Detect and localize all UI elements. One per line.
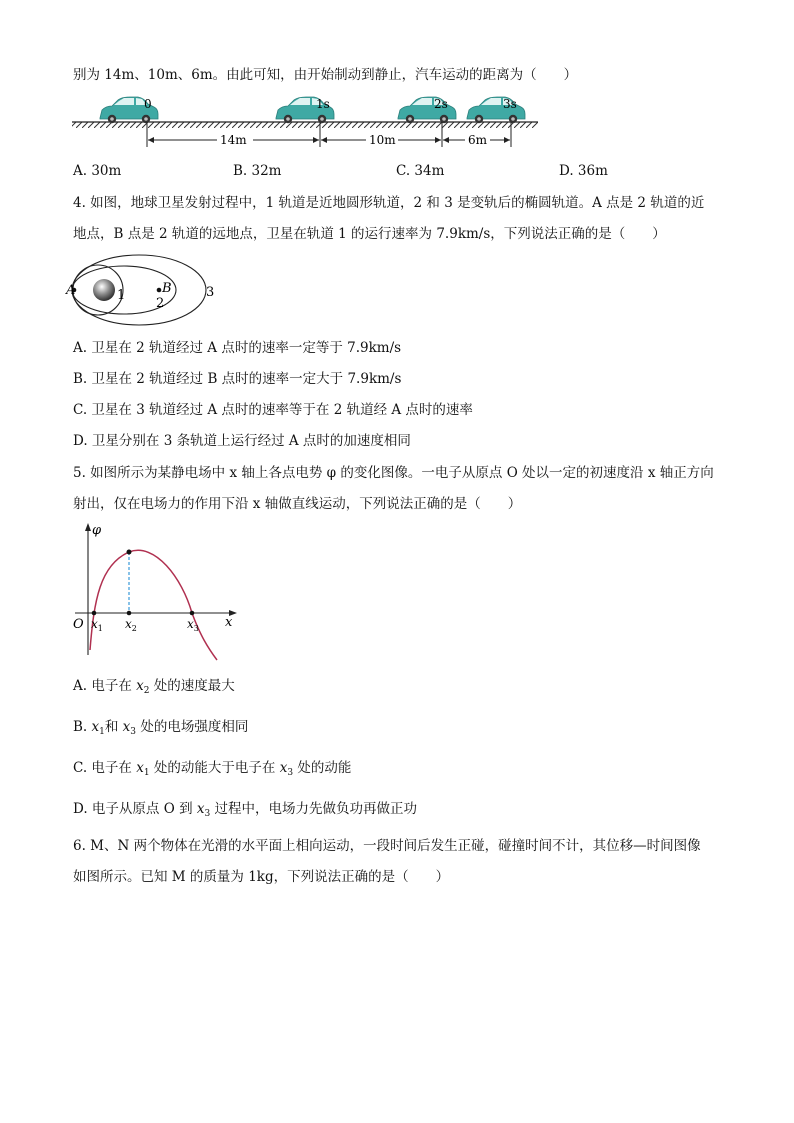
time-label-3s: 3s	[503, 97, 517, 111]
q3-option-a: A. 30m	[73, 163, 122, 179]
q4-stem-line-1: 4. 如图，地球卫星发射过程中，1 轨道是近地圆形轨道，2 和 3 是变轨后的椭圆轨道。A 点是 2 轨道的近	[73, 195, 705, 211]
svg-text:B: B	[162, 281, 172, 296]
q5-option-b: B. $x_1$和 $x_3$ 处的电场强度相同	[73, 719, 249, 737]
q4-option-c: C. 卫星在 3 轨道经过 A 点时的速率等于在 2 轨道经 A 点时的速率	[73, 402, 473, 418]
q5-stem-line-1: 5. 如图所示为某静电场中 x 轴上各点电势 φ 的变化图像。一电子从原点 O 处以一定的初速度沿 x 轴正方向	[73, 465, 714, 481]
svg-text:x3: $x_3$	[187, 617, 199, 633]
time-label-2s: 2s	[434, 97, 448, 111]
q3-car-figure	[70, 92, 545, 152]
q4-option-b: B. 卫星在 2 轨道经过 B 点时的速率一定大于 7.9km/s	[73, 371, 402, 387]
q4-orbit-figure	[66, 253, 230, 328]
q5-potential-graph	[70, 520, 245, 662]
q5-option-a: A. 电子在 $x_2$ 处的速度最大	[73, 678, 235, 696]
q4-stem-line-2: 地点，B 点是 2 轨道的远地点，卫星在轨道 1 的运行速率为 7.9km/s，下列说法正确的是（ ）	[73, 226, 666, 242]
time-label-0: 0	[144, 97, 152, 111]
earth	[93, 279, 115, 301]
q3-option-b: B. 32m	[233, 163, 282, 179]
potential-curve	[90, 550, 217, 660]
svg-text:10m: 10m	[369, 133, 396, 147]
q3-option-c: C. 34m	[396, 163, 445, 179]
dimension-6m	[443, 133, 510, 147]
svg-text:x: x	[225, 615, 233, 630]
q5-option-c: C. 电子在 $x_1$ 处的动能大于电子在 $x_3$ 处的动能	[73, 760, 352, 778]
svg-text:A: A	[66, 283, 76, 298]
q3-option-d: D. 36m	[559, 163, 608, 179]
point-x2	[127, 611, 132, 616]
point-x3	[190, 611, 195, 616]
q6-stem-line-1: 6. M、N 两个物体在光滑的水平面上相向运动，一段时间后发生正碰，碰撞时间不计，其位移—时间图像	[73, 838, 701, 854]
q4-option-d: D. 卫星分别在 3 条轨道上运行经过 A 点时的加速度相同	[73, 433, 411, 449]
time-label-1s: 1s	[316, 97, 330, 111]
svg-text:3: 3	[206, 285, 215, 300]
svg-text:1: 1	[117, 288, 126, 303]
q5-stem-line-2: 射出，仅在电场力的作用下沿 x 轴做直线运动，下列说法正确的是（ ）	[73, 496, 522, 512]
point-b	[157, 288, 162, 293]
q4-option-a: A. 卫星在 2 轨道经过 A 点时的速率一定等于 7.9km/s	[73, 340, 402, 356]
q3-continuation-line: 别为 14m、10m、6m。由此可知，由开始制动到静止，汽车运动的距离为（ ）	[73, 67, 578, 83]
svg-text:φ: φ	[92, 523, 102, 538]
svg-text:x2: $x_2$	[125, 617, 137, 633]
dimension-14m	[148, 133, 319, 147]
curve-peak	[127, 550, 132, 555]
svg-text:2: 2	[156, 296, 165, 311]
point-x1	[92, 611, 97, 616]
q5-option-d: D. 电子从原点 O 到 $x_3$ 过程中，电场力先做负功再做正功	[73, 801, 418, 819]
svg-text:O: O	[73, 617, 84, 632]
svg-text:14m: 14m	[220, 133, 247, 147]
svg-text:x1: $x_1$	[91, 617, 103, 633]
dimension-10m	[321, 133, 441, 147]
q6-stem-line-2: 如图所示。已知 M 的质量为 1kg，下列说法正确的是（ ）	[73, 869, 450, 885]
svg-text:6m: 6m	[468, 133, 488, 147]
